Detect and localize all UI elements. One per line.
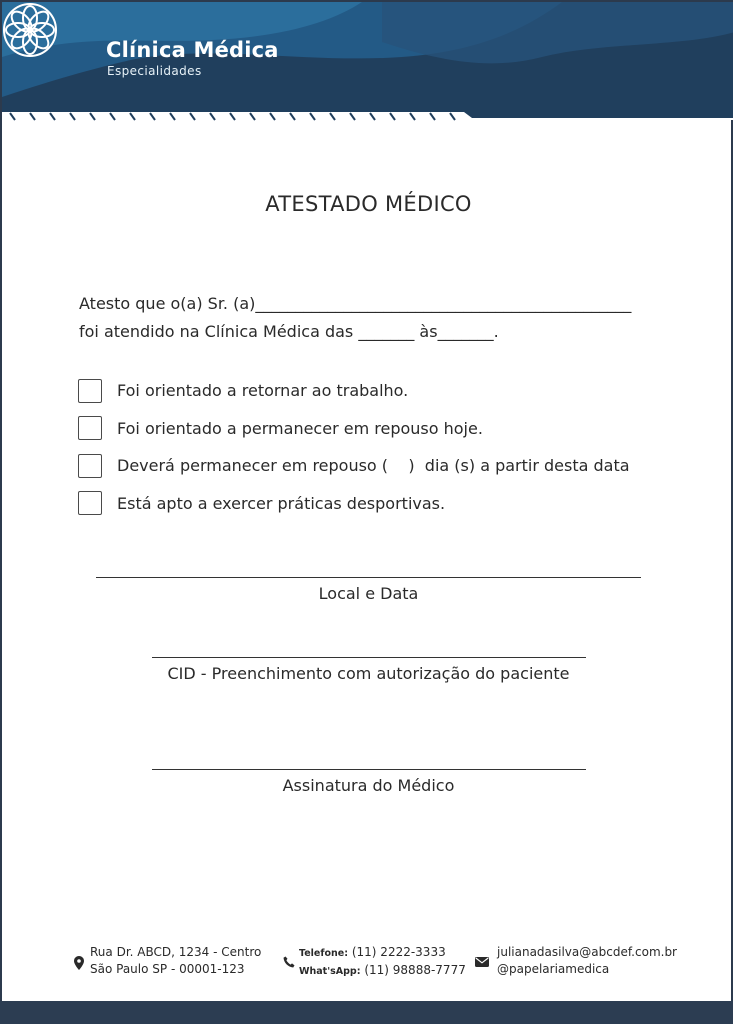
option-return-work[interactable]	[78, 372, 630, 410]
header-banner	[2, 2, 733, 132]
option-rest-days[interactable]	[78, 447, 630, 485]
phone-icon	[283, 956, 295, 968]
option-rest-today[interactable]	[78, 410, 630, 448]
lotus-flower-icon	[2, 2, 58, 58]
option-label: Foi orientado a retornar ao trabalho.	[117, 381, 409, 401]
footer-bar	[0, 1001, 733, 1024]
checkbox[interactable]	[78, 379, 102, 403]
signature-doctor	[2, 769, 733, 795]
footer-address	[90, 944, 261, 978]
footer-online	[497, 944, 677, 978]
footer-contacts	[2, 944, 733, 994]
signature-line[interactable]	[152, 769, 586, 770]
email-link[interactable]: julianadasilva@abcdef.com.br	[497, 945, 677, 959]
signature-label: CID - Preenchimento com autorização do paciente	[167, 664, 570, 683]
address-line-2: São Paulo SP - 00001-123	[90, 962, 245, 976]
whatsapp-label: What'sApp:	[299, 966, 361, 977]
option-fit-sports[interactable]	[78, 485, 630, 523]
whatsapp-value[interactable]: (11) 98888-7777	[364, 963, 466, 977]
phone-value[interactable]: (11) 2222-3333	[351, 945, 446, 959]
brand-name: Clínica Médica	[106, 38, 279, 62]
option-label: Foi orientado a permanecer em repouso hoje.	[117, 418, 483, 438]
intro-line-patient[interactable]: Atesto que o(a) Sr. (a)_______________________________________________	[79, 294, 632, 313]
checkbox[interactable]	[78, 491, 102, 515]
brand-subtitle: Especialidades	[107, 64, 202, 78]
intro-line-schedule[interactable]: foi atendido na Clínica Médica das _______ às_______.	[79, 322, 499, 341]
social-handle[interactable]: @papelariamedica	[497, 962, 610, 976]
signature-line[interactable]	[152, 657, 586, 658]
location-pin-icon	[74, 956, 84, 970]
signature-label: Assinatura do Médico	[282, 776, 455, 795]
checkbox[interactable]	[78, 416, 102, 440]
options-checklist	[78, 372, 630, 522]
address-line-1: Rua Dr. ABCD, 1234 - Centro	[90, 945, 262, 959]
signature-label: Local e Data	[318, 584, 419, 603]
document-title: ATESTADO MÉDICO	[265, 192, 472, 216]
envelope-icon	[475, 957, 489, 967]
intro-paragraph	[79, 290, 631, 346]
signature-line[interactable]	[96, 577, 641, 578]
signature-cid	[2, 657, 733, 683]
checkbox[interactable]	[78, 454, 102, 478]
signature-local-date	[2, 577, 733, 603]
phone-label: Telefone:	[299, 948, 349, 959]
footer-phones	[299, 944, 466, 980]
option-label: Está apto a exercer práticas desportivas.	[117, 493, 446, 513]
option-label: Deverá permanecer em repouso ( ) dia (s) a partir desta data	[117, 456, 630, 476]
